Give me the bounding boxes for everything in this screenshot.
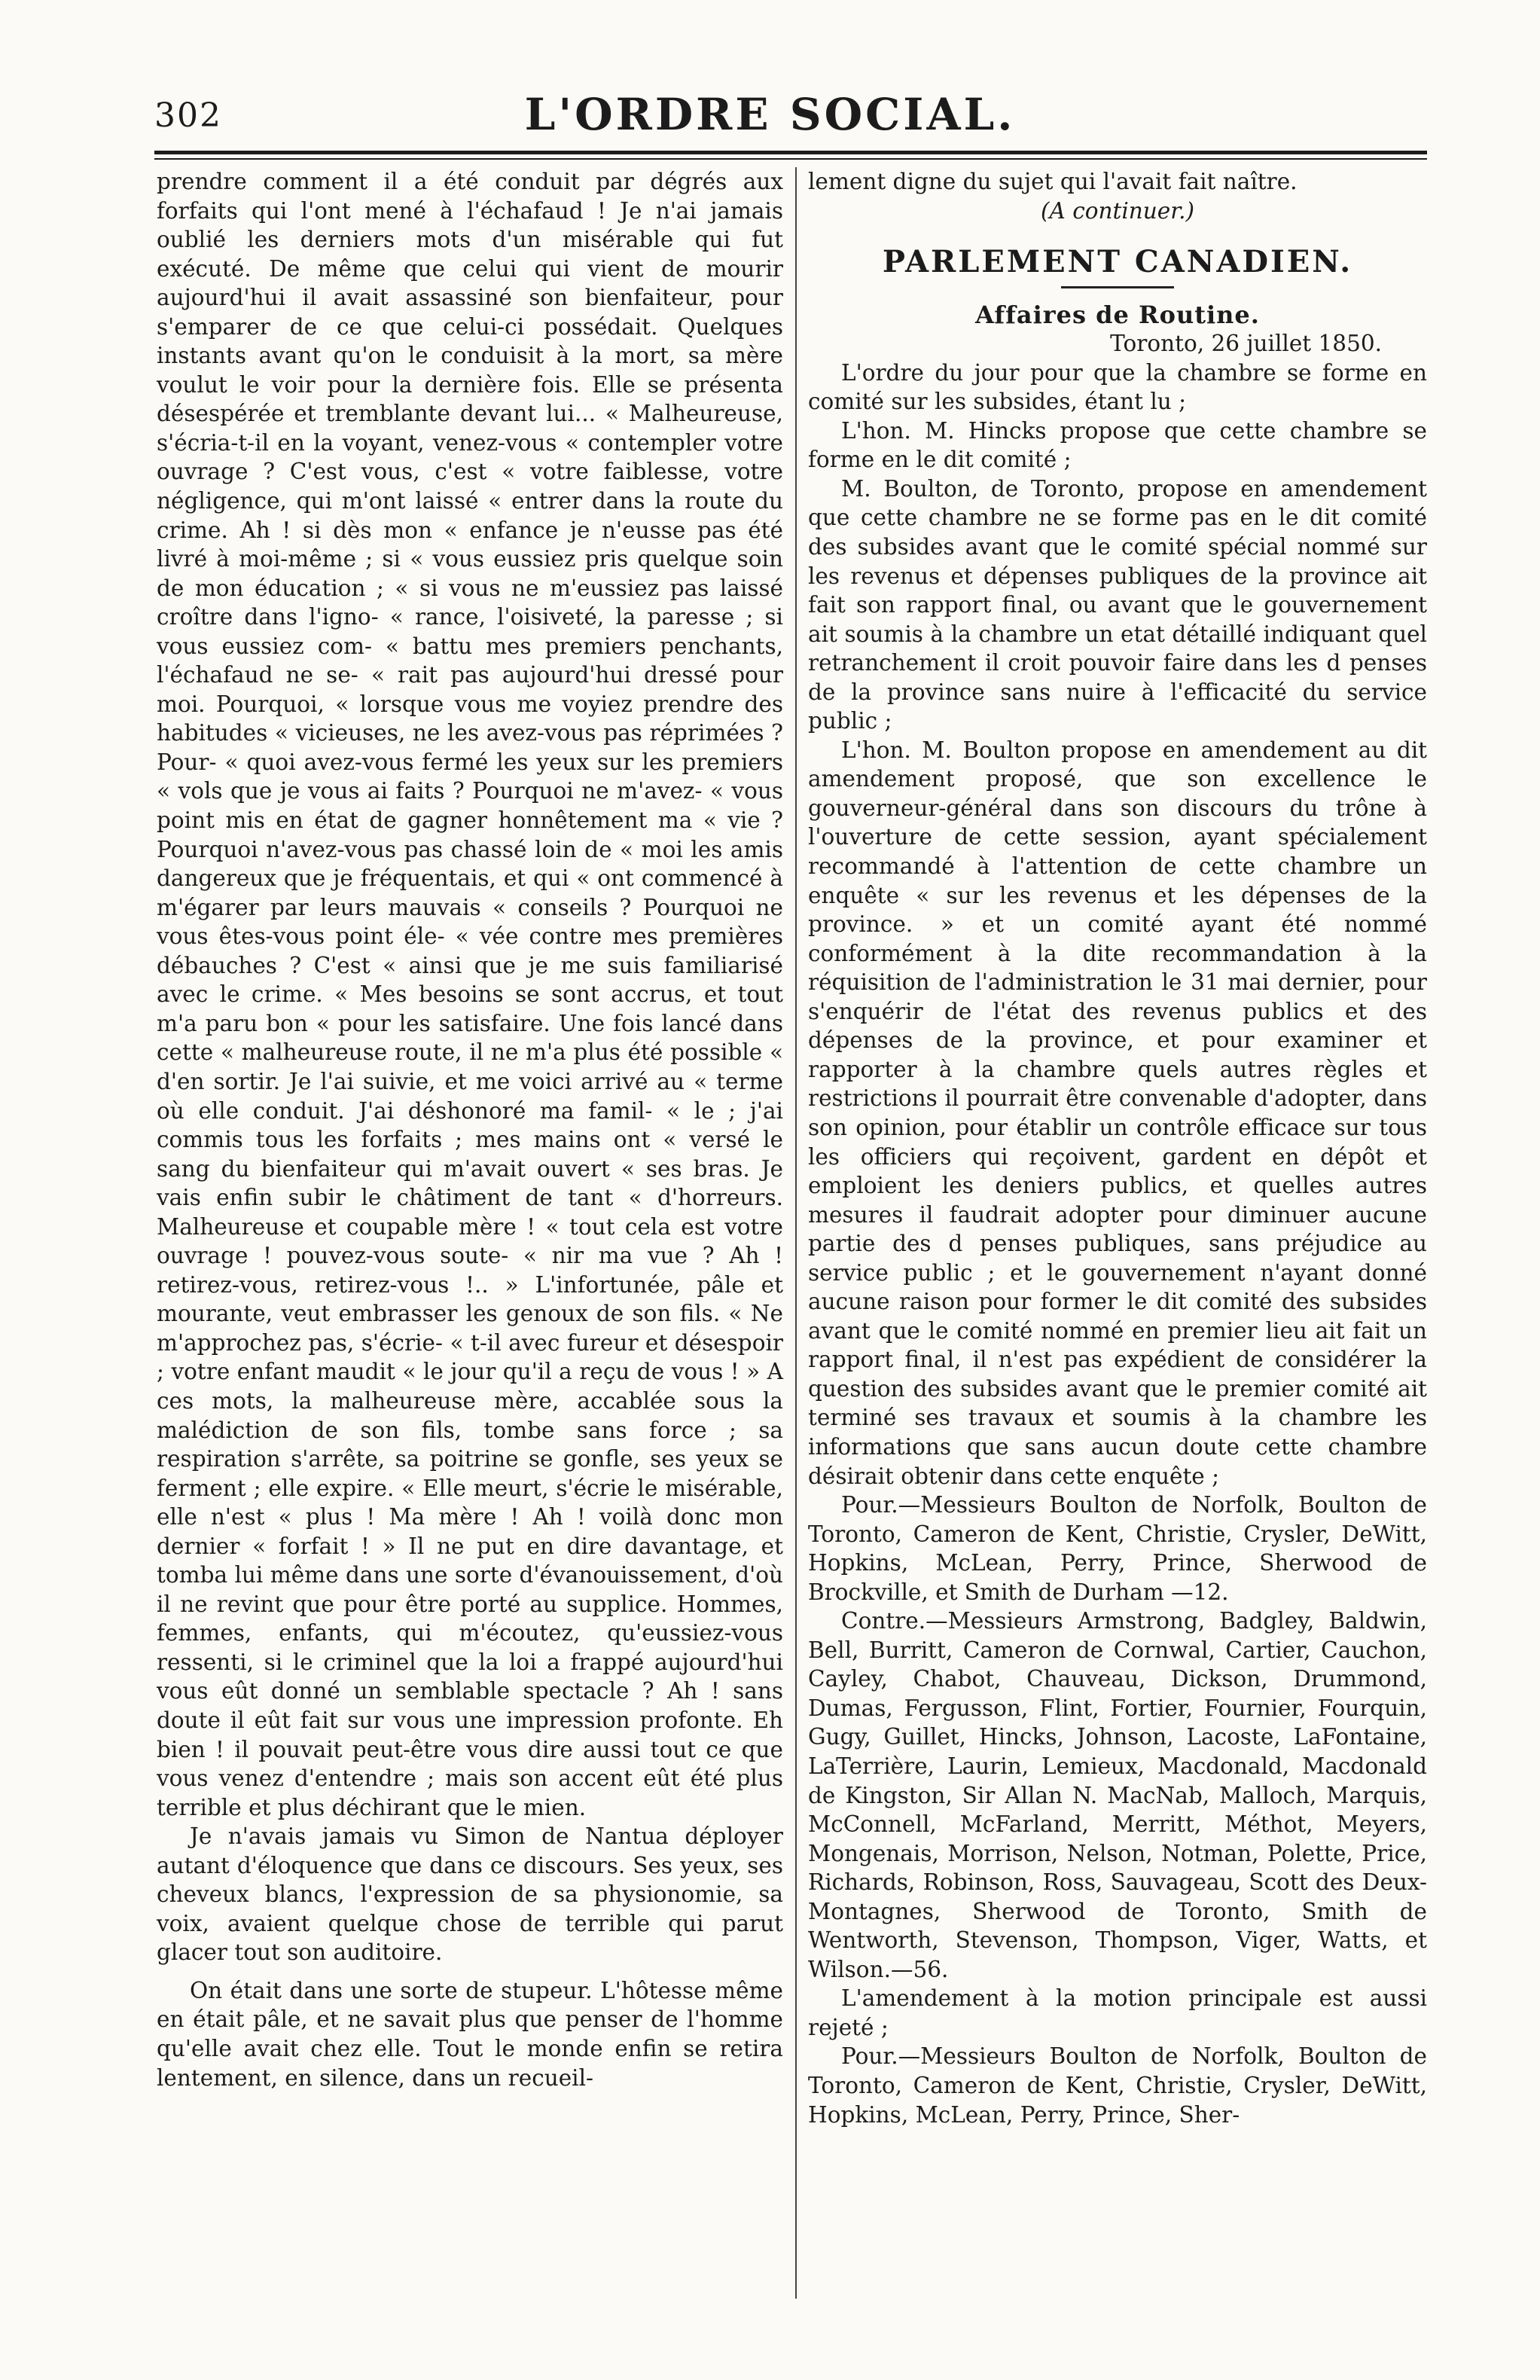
story-paragraph: On était dans une sorte de stupeur. L'hôtesse même en était pâle, et ne savait plus que penser de l'homme qu'elle avait chez elle. Tout le monde enfin se retira lentement, en silence, dans un recueil- (157, 1977, 783, 2091)
header-rule-thin (154, 158, 1427, 160)
story-paragraph: prendre comment il a été conduit par dégrés aux forfaits qui l'ont mené à l'échafaud ! Je n'ai jamais oublié les derniers mots d'un misérable qui fut exécuté. De même que celui qui vient de mourir aujourd'hui il avait assassiné son bienfaiteur, pour s'emparer de ce que celui-ci possédait. Quelques instants avant qu'on le conduisit à la mort, sa mère voulut le voir pour la dernière fois. Elle se présenta désespérée et tremblante devant lui... « Malheureuse, s'écria-t-il en la voyant, venez-vous « contempler votre ouvrage ? C'est vous, c'est « votre faiblesse, votre négligence, qui m'ont laissé « entrer dans la route du crime. Ah ! si dès mon « enfance je n'eusse pas été livré à moi-même ; si « vous eussiez pris quelque soin de mon éducation ; « si vous ne m'eussiez pas laissé croître dans l'igno- « rance, l'oisiveté, la paresse ; si vous eussiez com- « battu mes premiers penchants, l'échafaud ne se- « rait pas aujourd'hui dressé pour moi. Pourquoi, « lorsque vous me voyiez prendre des habitudes « vicieuses, ne les avez-vous pas réprimées ? Pour- « quoi avez-vous fermé les yeux sur les premiers « vols que je vous ai faits ? Pourquoi ne m'avez- « vous point mis en état de gagner honnêtement ma « vie ? Pourquoi n'avez-vous pas chassé loin de « moi les amis dangereux que je fréquentais, et qui « ont commencé à m'égarer par leurs mauvais « conseils ? Pourquoi ne vous êtes-vous point éle- « vée contre mes premières débauches ? C'est « ainsi que je me suis familiarisé avec le crime. « Mes besoins se sont accrus, et tout m'a paru bon « pour les satisfaire. Une fois lancé dans cette « malheureuse route, il ne m'a plus été possible « d'en sortir. Je l'ai suivie, et me voici arrivé au « terme où elle conduit. J'ai déshonoré ma famil- « le ; j'ai commis tous les forfaits ; mes mains ont « versé le sang du bienfaiteur qui m'avait ouvert « ses bras. Je vais enfin subir le châtiment de tant « d'horreurs. Malheureuse et coupable mère ! « tout cela est votre ouvrage ! pouvez-vous soute- « nir ma vue ? Ah ! retirez-vous, retirez-vous !.. » L'infortunée, pâle et mourante, veut embrasser les genoux de son fils. « Ne m'approchez pas, s'écrie- « t-il avec fureur et désespoir ; votre enfant maudit « le jour qu'il a reçu de vous ! » A ces mots, la malheureuse mère, accablée sous la malédiction de son fils, tombe sans force ; sa respiration s'arrête, sa poitrine se gonfle, ses yeux se ferment ; elle expire. « Elle meurt, s'écrie le misérable, elle n'est « plus ! Ma mère ! Ah ! voilà donc mon dernier « forfait ! » Il ne put en dire davantage, et tomba lui même dans une sorte d'évanouissement, d'où il ne revint que pour être porté au supplice. Hommes, femmes, enfants, qui m'écoutez, qu'eussiez-vous ressenti, si le criminel que la loi a frappé aujourd'hui vous eût donné un semblable spectacle ? Ah ! sans doute il eût fait sur vous une impression profonte. Eh bien ! il pouvait peut-être vous dire aussi tout ce que vous venez d'entendre ; mais son accent eût été plus terrible et plus déchirant que le mien. (157, 169, 783, 1820)
story-paragraph: Je n'avais jamais vu Simon de Nantua déployer autant d'éloquence que dans ce discours. Ses yeux, ses cheveux blancs, l'expression de sa physionomie, sa voix, avaient quelque chose de terrible qui parut glacer tout son auditoire. (157, 1823, 783, 1966)
vote-for-list: Pour.—Messieurs Boulton de Norfolk, Boulton de Toronto, Cameron de Kent, Christie, Crysler, DeWitt, Hopkins, McLean, Perry, Prince, Sher- (808, 2043, 1427, 2128)
vote-against-list: Contre.—Messieurs Armstrong, Badgley, Baldwin, Bell, Burritt, Cameron de Cornwal, Cartier, Cauchon, Cayley, Chabot, Chauveau, Dickson, Drummond, Dumas, Fergusson, Flint, Fortier, Fournier, Fourquin, Gugy, Guillet, Hincks, Johnson, Lacoste, LaFontaine, LaTerrière, Laurin, Lemieux, Macdonald, Macdonald de Kingston, Sir Allan N. MacNab, Malloch, Marquis, McConnell, McFarland, Merritt, Méthot, Meyers, Mongenais, Morrison, Nelson, Notman, Polette, Price, Richards, Robinson, Ross, Sauvageau, Scott des Deux-Montagnes, Sherwood de Toronto, Smith de Wentworth, Stevenson, Thompson, Viger, Watts, et Wilson.—56. (808, 1608, 1427, 1982)
section-divider (1061, 286, 1174, 288)
parliament-paragraph: M. Boulton, de Toronto, propose en amendement que cette chambre ne se forme pas en le dit comité des subsides avant que le comité spécial nommé sur les revenus et dépenses publiques de la province ait fait son rapport final, ou avant que le gouvernement ait soumis à la chambre un etat détaillé indiquant quel retranchement il croit pouvoir faire dans les d penses de la province sans nuire à l'efficacité du service public ; (808, 475, 1427, 734)
subsection-title: Affaires de Routine. (975, 300, 1260, 329)
masthead-title: L'ORDRE SOCIAL. (524, 89, 1016, 140)
dateline: Toronto, 26 juillet 1850. (1110, 331, 1382, 357)
column-separator (795, 167, 797, 2299)
parliament-paragraph: L'hon. M. Boulton propose en amendement au dit amendement proposé, que son excellence le gouverneur-général dans son discours du trône à l'ouverture de cette session, ayant spécialement recommandé à l'attention de cette chambre un enquête « sur les revenus et les dépenses de la province. » et un comité ayant été nommé conformément à la dite recommandation à la réquisition de l'administration le 31 mai dernier, pour s'enquérir de l'état des revenus publics et des dépenses de la province, et pour examiner et rapporter à la chambre quels autres règles et restrictions il pourrait être convenable d'adopter, dans son opinion, pour établir un contrôle efficace sur tous les officiers qui reçoivent, gardent en dépôt et emploient les deniers publics, et quelles autres mesures il faudrait adopter pour diminuer aucune partie des d penses publiques, sans préjudice au service public ; et le gouvernement n'ayant donné aucune raison pour former le dit comité des subsides avant que le comité nommé en premier lieu ait fait un rapport final, il n'est pas expédient de considérer la question des subsides avant que le premier comité ait terminé ses travaux et soumis à la chambre les informations que sans aucun doute cette chambre désirait obtenir dans cette enquête ; (808, 737, 1427, 1489)
vote-for-list: Pour.—Messieurs Boulton de Norfolk, Boulton de Toronto, Cameron de Kent, Christie, Crysler, DeWitt, Hopkins, McLean, Perry, Prince, Sherwood de Brockville, et Smith de Durham —12. (808, 1492, 1427, 1605)
header-rule-thick (154, 151, 1427, 154)
parliament-paragraph: L'ordre du jour pour que la chambre se forme en comité sur les subsides, étant lu ; (808, 359, 1427, 415)
page-number: 302 (154, 96, 222, 135)
story-continuation: lement digne du sujet qui l'avait fait naître. (808, 169, 1298, 194)
left-column (157, 167, 783, 2092)
section-title: PARLEMENT CANADIEN. (882, 244, 1353, 280)
paragraph-gap (157, 1967, 783, 1976)
right-column (808, 167, 1427, 2129)
parliament-paragraph: L'hon. M. Hincks propose que cette chambre se forme en le dit comité ; (808, 417, 1427, 473)
parliament-paragraph: L'amendement à la motion principale est aussi rejeté ; (808, 1985, 1427, 2040)
to-be-continued: (A continuer.) (1041, 197, 1194, 224)
